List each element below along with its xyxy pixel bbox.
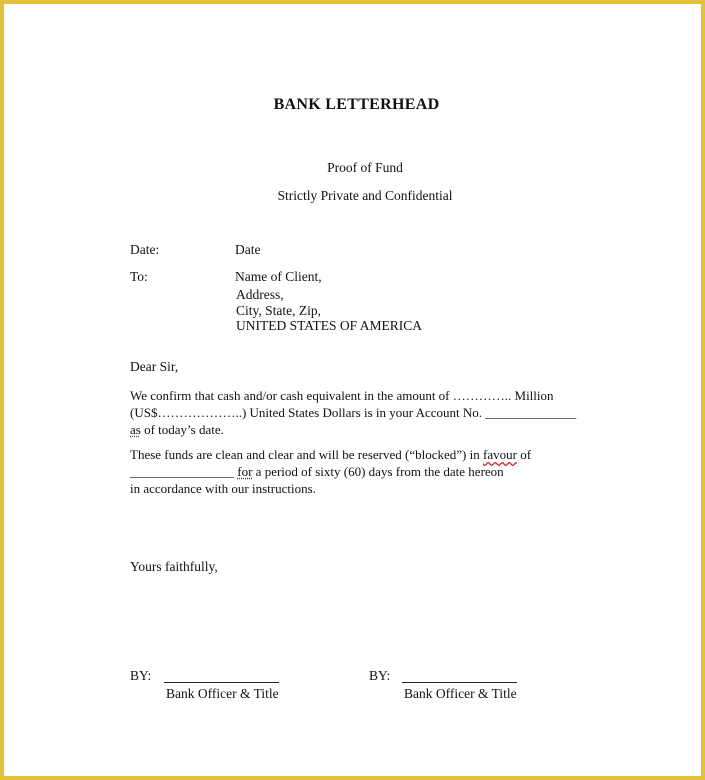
signature-line xyxy=(402,682,517,683)
paragraph-text: These funds are clean and clear and will be reserved (“blocked”) in xyxy=(130,447,483,462)
address-line: UNITED STATES OF AMERICA xyxy=(236,318,423,333)
paragraph-line: in accordance with our instructions. xyxy=(130,481,316,496)
closing: Yours faithfully, xyxy=(130,559,218,574)
signature-by-label: BY: xyxy=(369,668,391,683)
paragraph-line xyxy=(130,446,531,463)
signature-title: Bank Officer & Title xyxy=(166,686,279,701)
paragraph-line xyxy=(130,421,224,438)
blank-field: ________________ xyxy=(130,464,234,479)
signature-line xyxy=(164,682,279,683)
flagged-word: as xyxy=(130,422,141,437)
date-label: Date: xyxy=(130,242,160,257)
paragraph-line: (US$………………..) United States Dollars is in your Account No. ______________ xyxy=(130,405,577,420)
spellcheck-word: favour xyxy=(483,447,517,462)
address-line: City, State, Zip, xyxy=(236,303,321,318)
address-line: Address, xyxy=(236,287,284,302)
letterhead-title: BANK LETTERHEAD xyxy=(273,96,440,113)
address-line: Name of Client, xyxy=(235,269,322,284)
signature-by-label: BY: xyxy=(130,668,152,683)
paragraph-line xyxy=(130,463,504,480)
date-value: Date xyxy=(235,242,261,257)
document-subtitle: Proof of Fund xyxy=(327,160,403,175)
to-label: To: xyxy=(130,269,148,284)
confidentiality-note: Strictly Private and Confidential xyxy=(277,188,453,203)
signature-title: Bank Officer & Title xyxy=(404,686,517,701)
paragraph-text: of xyxy=(516,447,532,462)
flagged-word: for xyxy=(237,464,253,479)
paragraph-line: We confirm that cash and/or cash equivalent in the amount of ………….. Million xyxy=(130,388,554,403)
paragraph-text: of today’s date. xyxy=(140,422,224,437)
paragraph-text: a period of sixty (60) days from the date hereon xyxy=(252,464,504,479)
salutation: Dear Sir, xyxy=(130,359,179,374)
